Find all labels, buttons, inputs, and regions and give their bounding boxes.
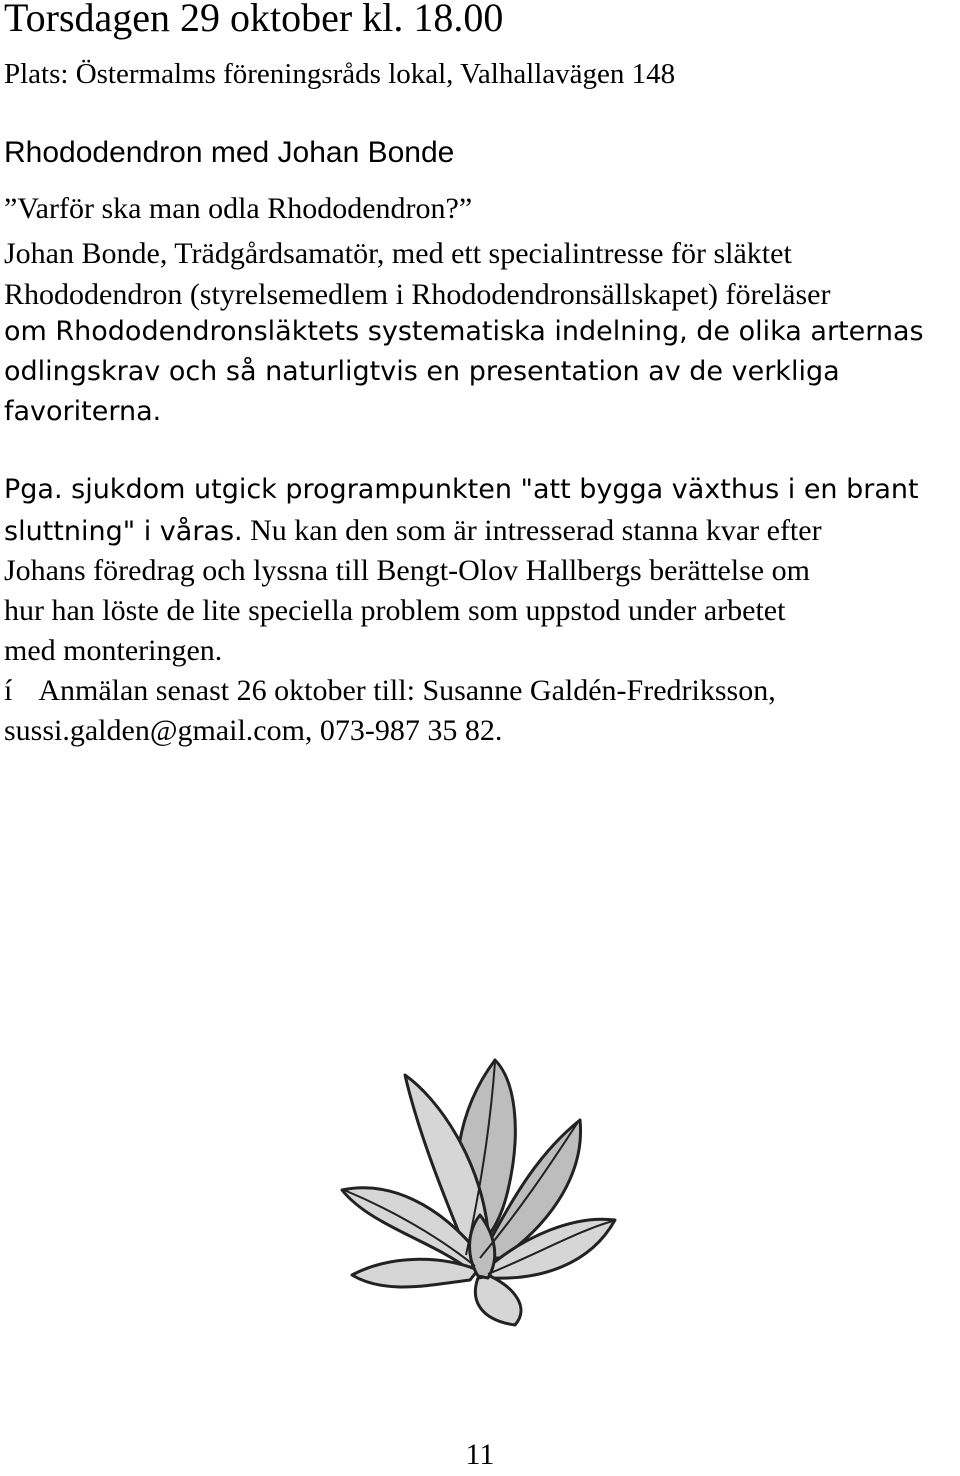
note-line: Johans föredrag och lyssna till Bengt-Olov Hallbergs berättelse om (4, 554, 810, 587)
registration-text: Anmälan senast 26 oktober till: Susanne Galdén-Fredriksson, (38, 674, 776, 707)
talk-intro-line: Rhododendron (styrelsemedlem i Rhododendronsällskapet) föreläser (4, 278, 831, 311)
note-line: med monteringen. (4, 634, 223, 667)
leaf-left-low (352, 1259, 478, 1287)
talk-description-line: om Rhododendronsläktets systematiska indelning, de olika arternas (4, 316, 924, 347)
rhododendron-leaves-icon (330, 1030, 620, 1330)
note-line-start: sluttning" i våras. (4, 516, 243, 547)
talk-question: ”Varför ska man odla Rhododendron?” (4, 192, 473, 225)
page-number: 11 (465, 1438, 495, 1471)
talk-description-line: favoriterna. (4, 396, 162, 427)
event-title: Torsdagen 29 oktober kl. 18.00 (4, 0, 504, 40)
bullet-glyph: í (4, 674, 13, 707)
talk-description-line: odlingskrav och så naturligtvis en presentation av de verkliga (4, 356, 840, 387)
talk-intro-line: Johan Bonde, Trädgårdsamatör, med ett specialintresse för släktet (4, 237, 792, 270)
note-line: hur han löste de lite speciella problem som uppstod under arbetet (4, 594, 786, 627)
event-place: Plats: Östermalms föreningsråds lokal, Valhallavägen 148 (4, 58, 676, 90)
note-line: Pga. sjukdom utgick programpunkten "att bygga växthus i en brant (4, 474, 919, 505)
note-line-tail: Nu kan den som är intresserad stanna kvar efter (242, 514, 822, 547)
registration-line (4, 674, 776, 708)
note-line-mixed (4, 514, 822, 548)
registration-contact: sussi.galden@gmail.com, 073-987 35 82. (4, 714, 503, 747)
leaf-bottom (475, 1276, 521, 1325)
talk-heading: Rhododendron med Johan Bonde (4, 136, 455, 169)
